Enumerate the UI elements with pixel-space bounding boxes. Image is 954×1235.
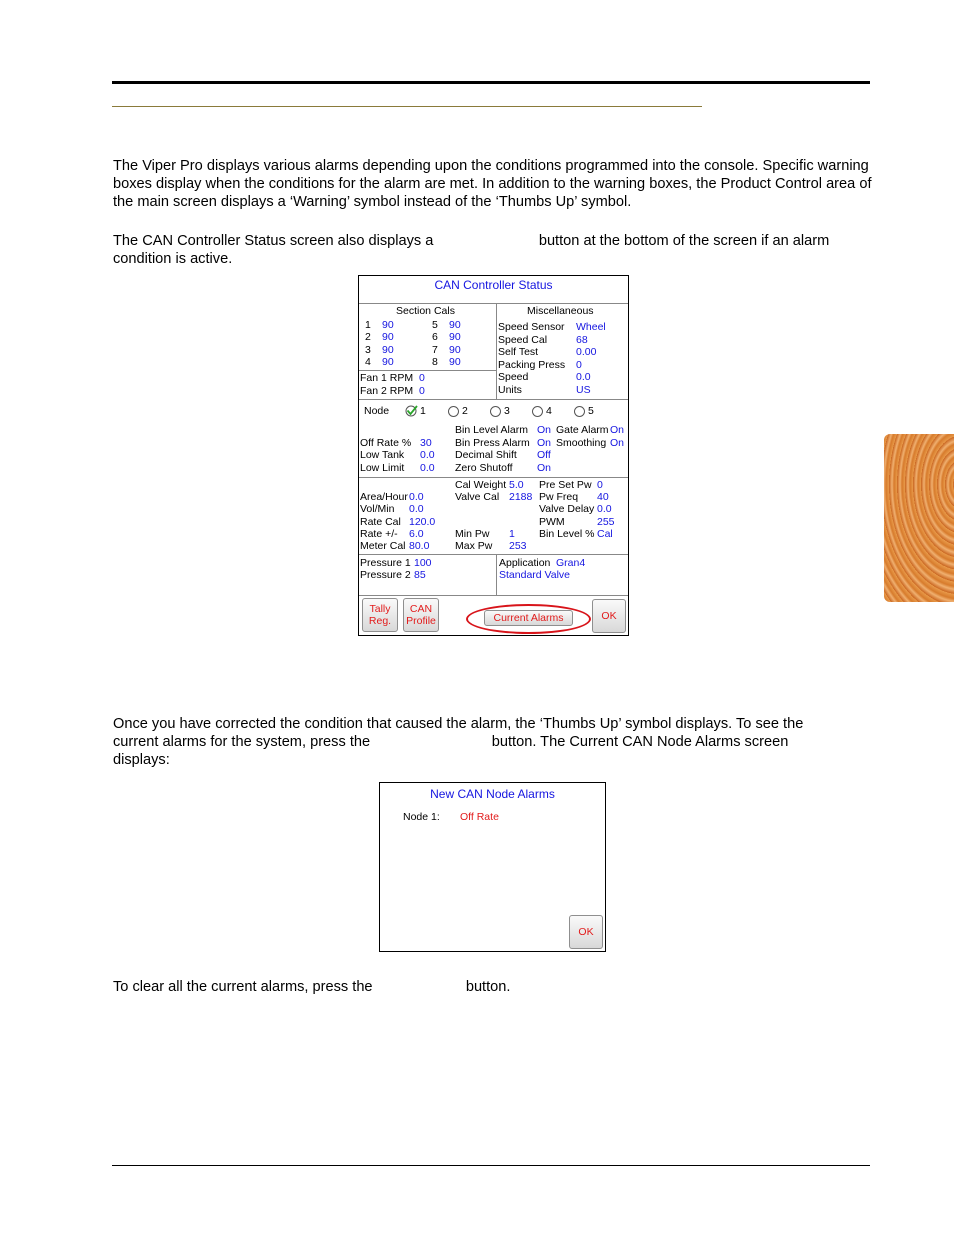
rate-label: Pw Freq — [539, 491, 579, 503]
rate-value[interactable]: 6.0 — [409, 528, 424, 540]
ok-button[interactable]: OK — [592, 599, 626, 633]
rate-value[interactable]: 253 — [509, 540, 527, 552]
setting-value[interactable]: On — [537, 424, 552, 436]
section-cal-value[interactable]: 90 — [449, 356, 461, 368]
fan-label: Fan 1 RPM — [360, 372, 414, 384]
rate-value[interactable]: 1 — [509, 528, 515, 540]
footer-rule — [112, 1165, 870, 1166]
section-num: 7 — [432, 344, 438, 356]
node-radio-5[interactable] — [574, 406, 585, 417]
rate-value[interactable]: 0.0 — [409, 491, 424, 503]
rate-label: Valve Cal — [455, 491, 500, 503]
section-cal-value[interactable]: 90 — [382, 344, 394, 356]
node-radio-3[interactable] — [490, 406, 501, 417]
rate-value[interactable]: 0.0 — [597, 503, 612, 515]
node-option-label: 3 — [504, 405, 510, 417]
setting-label: Bin Level Alarm — [455, 424, 528, 436]
pressure-value[interactable]: 85 — [414, 569, 426, 581]
pressure-label: Pressure 1 — [360, 557, 411, 569]
rate-value[interactable]: Cal — [597, 528, 613, 540]
node-option-label: 2 — [462, 405, 468, 417]
misc-label: Speed Sensor — [498, 321, 565, 333]
rate-label: PWM — [539, 516, 565, 528]
rate-value[interactable]: 80.0 — [409, 540, 430, 552]
node-label: Node — [364, 405, 390, 417]
rate-label: Bin Level % — [539, 528, 595, 540]
alarm-text: Off Rate — [460, 811, 499, 823]
chapter-tab-decoration — [884, 434, 954, 602]
setting-value[interactable]: On — [610, 437, 625, 449]
misc-value[interactable]: 68 — [576, 334, 588, 346]
node-option-label: 5 — [588, 405, 594, 417]
setting-value[interactable]: 30 — [420, 437, 432, 449]
section-cal-value[interactable]: 90 — [382, 319, 394, 331]
rate-value[interactable]: 40 — [597, 491, 609, 503]
middle-paragraph: Once you have corrected the condition that caused the alarm, the ‘Thumbs Up’ symbol displays. To see the current alarms for the system, press the button. The Current CAN Node Alarms screen displays: — [113, 716, 804, 768]
setting-label: Decimal Shift — [455, 449, 517, 461]
misc-label: Packing Press — [498, 359, 566, 371]
rate-value[interactable]: 120.0 — [409, 516, 436, 528]
tally-reg-button[interactable]: Tally Reg. — [362, 598, 398, 632]
misc-value[interactable]: Wheel — [576, 321, 606, 333]
misc-label: Speed Cal — [498, 334, 548, 346]
misc-value[interactable]: 0.0 — [576, 371, 591, 383]
setting-value[interactable]: On — [537, 437, 552, 449]
new-can-node-alarms-screen — [379, 782, 606, 952]
intro-paragraph-2: The CAN Controller Status screen also displays a button at the bottom of the screen if an alarm condition is active. — [113, 233, 830, 267]
section-num: 6 — [432, 331, 438, 343]
valve-type-value[interactable]: Standard Valve — [499, 569, 571, 581]
ok-button[interactable]: OK — [569, 915, 603, 949]
setting-value[interactable]: 0.0 — [420, 462, 435, 474]
section-num: 8 — [432, 356, 438, 368]
setting-label: Off Rate % — [360, 437, 412, 449]
setting-label: Low Limit — [360, 462, 405, 474]
rate-label: Area/Hour — [360, 491, 408, 503]
misc-value[interactable]: 0.00 — [576, 346, 597, 358]
setting-label: Smoothing — [556, 437, 607, 449]
rate-label: Pre Set Pw — [539, 479, 592, 491]
misc-label: Self Test — [498, 346, 539, 358]
rate-label: Min Pw — [455, 528, 490, 540]
pressure-label: Pressure 2 — [360, 569, 411, 581]
pressure-value[interactable]: 100 — [414, 557, 432, 569]
rate-value[interactable]: 0.0 — [409, 503, 424, 515]
misc-header: Miscellaneous — [527, 305, 594, 317]
check-icon[interactable] — [405, 404, 419, 417]
section-num: 2 — [365, 331, 371, 343]
setting-label: Gate Alarm — [556, 424, 609, 436]
section-rule — [112, 106, 702, 107]
section-cal-value[interactable]: 90 — [382, 331, 394, 343]
node-option-label: 4 — [546, 405, 552, 417]
fan-label: Fan 2 RPM — [360, 385, 414, 397]
fan-value[interactable]: 0 — [419, 372, 425, 384]
setting-value[interactable]: On — [537, 462, 552, 474]
section-cal-value[interactable]: 90 — [382, 356, 394, 368]
section-cal-value[interactable]: 90 — [449, 331, 461, 343]
application-value[interactable]: Gran4 — [556, 557, 586, 569]
section-cal-value[interactable]: 90 — [449, 319, 461, 331]
rate-label: Valve Delay — [539, 503, 595, 515]
can-controller-status-screen — [358, 275, 629, 636]
can-profile-button[interactable]: CAN Profile — [403, 598, 439, 632]
rate-value[interactable]: 255 — [597, 516, 615, 528]
rate-label: Vol/Min — [360, 503, 395, 515]
node-label: Node 1: — [403, 811, 440, 823]
intro-paragraph-1: The Viper Pro displays various alarms depending upon the conditions programmed into the console. Specific warning boxes display when the conditions for the alarm are met. In addition to the warning boxes, the Product Control area of the main screen displays a ‘Warning’ symbol instead of the ‘Thumbs Up’ symbol. — [113, 158, 872, 210]
rate-label: Cal Weight — [455, 479, 507, 491]
section-num: 1 — [365, 319, 371, 331]
node-radio-2[interactable] — [448, 406, 459, 417]
section-num: 3 — [365, 344, 371, 356]
rate-label: Max Pw — [455, 540, 493, 552]
outro-paragraph: To clear all the current alarms, press the button. — [113, 979, 511, 995]
application-label: Application — [499, 557, 551, 569]
setting-label: Bin Press Alarm — [455, 437, 530, 449]
section-cal-value[interactable]: 90 — [449, 344, 461, 356]
misc-value[interactable]: US — [576, 384, 591, 396]
current-alarms-button[interactable]: Current Alarms — [484, 610, 573, 626]
section-num: 4 — [365, 356, 371, 368]
header-rule — [112, 81, 870, 84]
setting-value[interactable]: 0.0 — [420, 449, 435, 461]
screen-title: New CAN Node Alarms — [430, 787, 555, 801]
rate-label: Rate Cal — [360, 516, 401, 528]
misc-label: Units — [498, 384, 522, 396]
setting-value[interactable]: Off — [537, 449, 551, 461]
misc-value[interactable]: 0 — [576, 359, 582, 371]
setting-value[interactable]: On — [610, 424, 625, 436]
misc-label: Speed — [498, 371, 529, 383]
fan-value[interactable]: 0 — [419, 385, 425, 397]
setting-label: Zero Shutoff — [455, 462, 513, 474]
setting-label: Low Tank — [360, 449, 405, 461]
rate-label: Rate +/- — [360, 528, 398, 540]
section-num: 5 — [432, 319, 438, 331]
section-cals-header: Section Cals — [396, 305, 455, 317]
screen-title: CAN Controller Status — [434, 278, 553, 292]
node-radio-4[interactable] — [532, 406, 543, 417]
rate-value[interactable]: 0 — [597, 479, 603, 491]
rate-value[interactable]: 5.0 — [509, 479, 524, 491]
node-option-label: 1 — [420, 405, 426, 417]
rate-value[interactable]: 2188 — [509, 491, 533, 503]
rate-label: Meter Cal — [360, 540, 406, 552]
